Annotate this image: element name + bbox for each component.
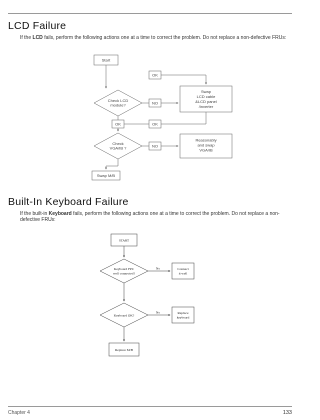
intro-text-post: fails, perform the following actions one at a time to correct the problem. Do not replace a non-defective FRUs:	[44, 35, 287, 41]
flow-end-label: Replace M/B	[115, 348, 133, 352]
page-number: 133	[282, 410, 292, 416]
flow-no-label-1: No	[155, 266, 161, 271]
flow-ok-label-2: OK	[115, 121, 121, 127]
intro-text-post: fails, perform the following actions one at a time to correct the problem. Do not replace a non-defective FRUs:	[20, 211, 280, 224]
footer-rule	[8, 406, 292, 407]
flow-decision1-line1: Check LCD	[107, 98, 129, 103]
flow-ok-label-1: OK	[152, 72, 158, 78]
flow-action2-line1: Replace	[177, 311, 189, 315]
flow-no-label-2: No	[155, 310, 161, 315]
flow-decision2-line2: VGA/IB ?	[109, 145, 127, 151]
flow-no-label-1: NO	[152, 100, 158, 106]
flow-decision2-line1: Keyboard OK?	[113, 313, 135, 318]
section-title-lcd-failure: LCD Failure	[8, 20, 67, 32]
flow-action2-line2: keyboard	[176, 315, 190, 320]
flow-action1-line1: Swap	[200, 89, 212, 94]
section-title-keyboard-failure: Built-In Keyboard Failure	[8, 196, 129, 208]
flow-no-label-2: NO	[152, 143, 158, 149]
flow-action1-line2: LCD cable	[196, 94, 216, 99]
flow-action1-line2: it well	[178, 271, 188, 276]
flow-action2-line2: and swap	[197, 142, 215, 148]
flow-ok-label-3: OK	[152, 121, 158, 127]
flow-action2-line3: VGA/IB	[199, 147, 213, 153]
footer-chapter: Chapter 4	[8, 410, 30, 416]
flow-start-label: Start	[101, 57, 111, 63]
intro-keyword: Keyboard	[48, 211, 72, 217]
intro-text-pre: If the	[20, 35, 32, 41]
flow-decision1-line1: Keyboard FPC	[113, 267, 135, 271]
flow-decision2-line1: Check	[112, 141, 124, 146]
flow-action2-line1: Reasonably	[195, 137, 217, 143]
flow-decision1-line2: well connected?	[113, 271, 135, 276]
flow-decision1-line2: module?	[110, 102, 126, 108]
intro-keyword: LCD	[32, 35, 43, 41]
flow-start-label: START	[118, 238, 130, 243]
flow-action1-line3: &LCD panel	[195, 99, 217, 104]
flow-action1-line4: /inverter	[198, 104, 214, 109]
intro-text-pre: If the built-in	[20, 211, 48, 217]
flow-end-label: Swap M/B	[96, 173, 116, 178]
flow-action1-line1: Connect	[177, 267, 189, 271]
